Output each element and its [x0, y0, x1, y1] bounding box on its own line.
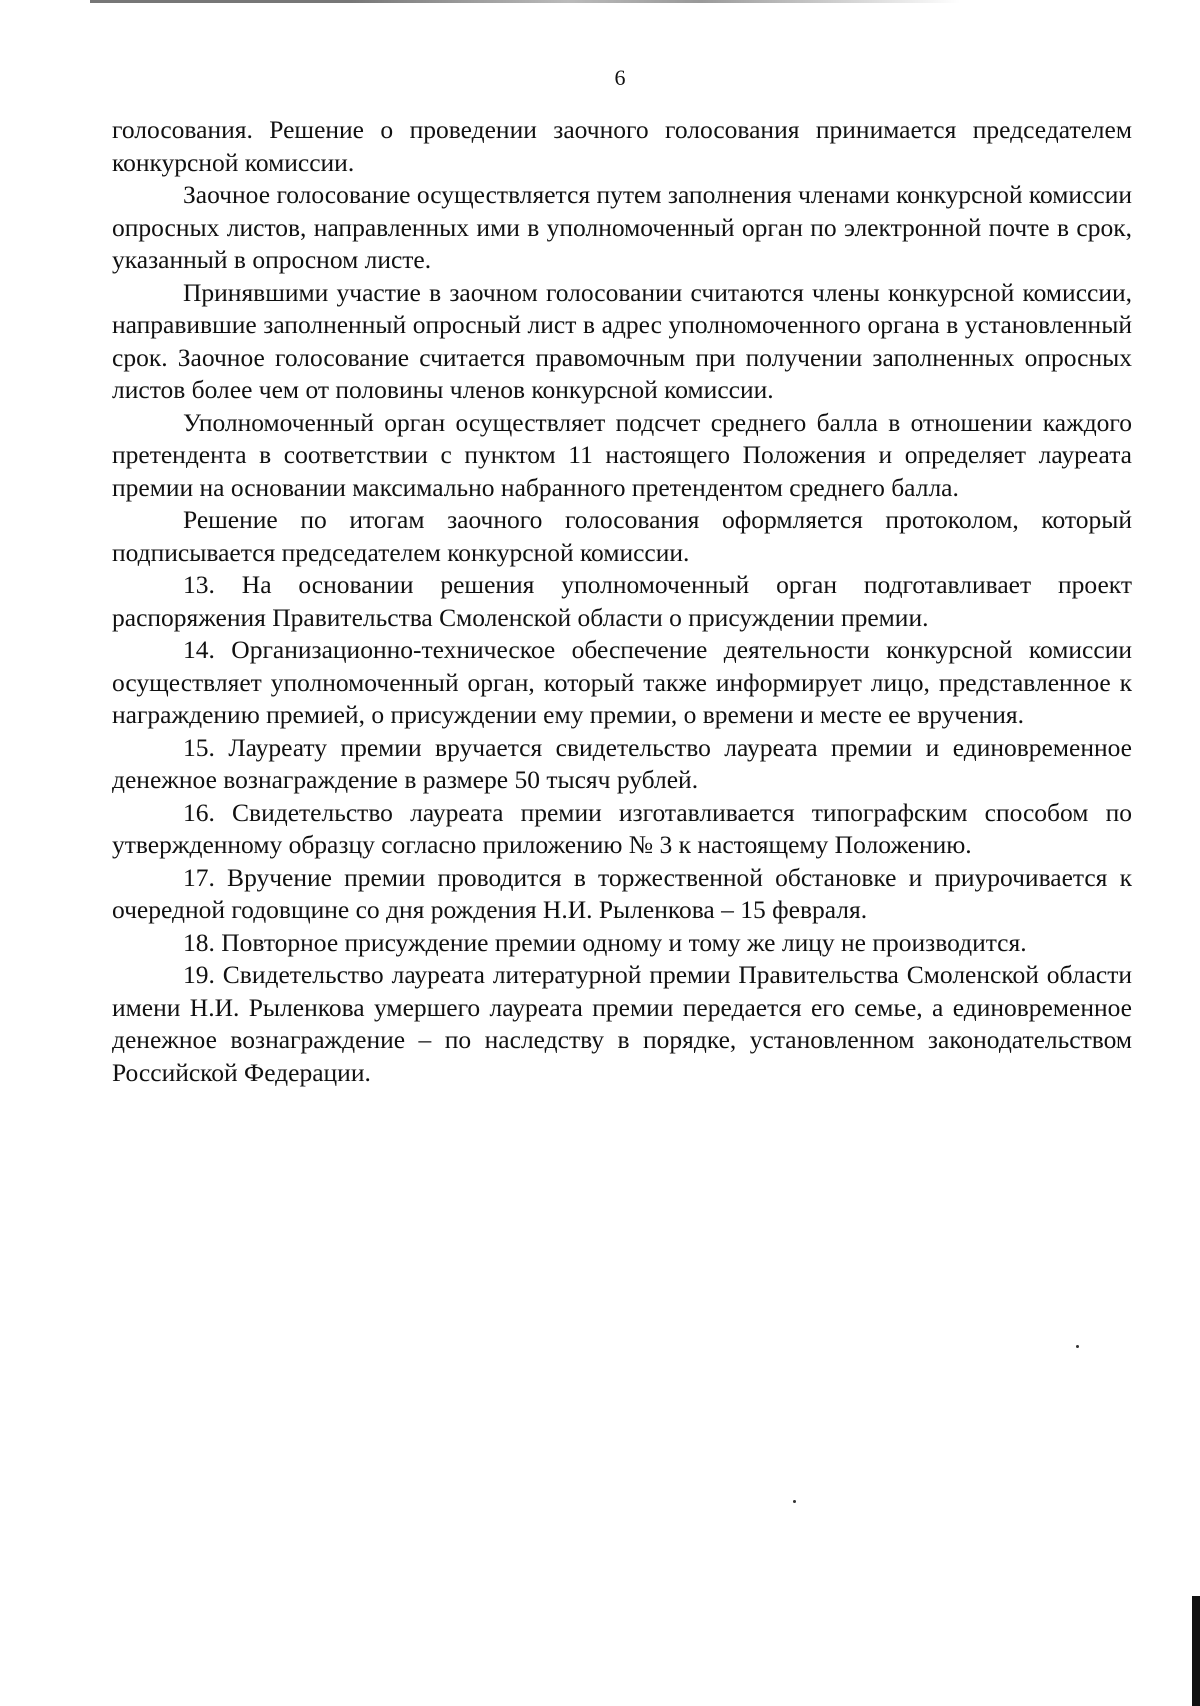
scan-edge-artifact [1192, 1596, 1200, 1706]
paragraph-item-19: 19. Свидетельство лауреата литературной премии Правительства Смоленской области имени Н.И. Рыленкова умершего лауреата премии передается его семье, а единовременное денежное вознаграждение – по наследству в порядке, установленном законодательством Российской Федерации. [112, 960, 1132, 1087]
scan-speck [793, 1500, 796, 1503]
paragraph-item-18: 18. Повторное присуждение премии одному и тому же лицу не производится. [183, 927, 1027, 957]
paragraph-item-14: 14. Организационно-техническое обеспечение деятельности конкурсной комиссии осуществляет уполномоченный орган, который также информирует лицо, представленное к награждению премией, о присуждении ему премии, о времени и месте ее вручения. [112, 635, 1132, 729]
paragraph-item-16: 16. Свидетельство лауреата премии изготавливается типографским способом по утвержденному образцу согласно приложению № 3 к настоящему Положению. [112, 797, 1132, 859]
scan-speck [1076, 1345, 1079, 1348]
paragraph-voting-decision: голосования. Решение о проведении заочного голосования принимается председателем конкурсной комиссии. [112, 115, 1132, 177]
paragraph-item-17: 17. Вручение премии проводится в торжественной обстановке и приурочивается к очередной годовщине со дня рождения Н.И. Рыленкова – 15 февраля. [112, 862, 1132, 924]
paragraph-average-score: Уполномоченный орган осуществляет подсчет среднего балла в отношении каждого претендента в соответствии с пунктом 11 настоящего Положения и определяет лауреата премии на основании максимально набранного претендентом среднего балла. [112, 407, 1132, 502]
paragraph-item-15: 15. Лауреату премии вручается свидетельство лауреата премии и единовременное денежное вознаграждение в размере 50 тысяч рублей. [112, 732, 1132, 794]
scan-top-border [90, 0, 960, 3]
page-number: 6 [614, 65, 626, 90]
document-body [112, 114, 1132, 1089]
paragraph-participants: Принявшими участие в заочном голосовании считаются члены конкурсной комиссии, направившие заполненный опросный лист в адрес уполномоченного органа в установленный срок. Заочное голосование считается правомочным при получении заполненных опросных листов более чем от половины членов конкурсной комиссии. [112, 277, 1132, 404]
paragraph-protocol: Решение по итогам заочного голосования оформляется протоколом, который подписывается председателем конкурсной комиссии. [112, 505, 1132, 567]
paragraph-absentee-voting: Заочное голосование осуществляется путем заполнения членами конкурсной комиссии опросных листов, направленных ими в уполномоченный орган по электронной почте в срок, указанный в опросном листе. [112, 180, 1132, 274]
paragraph-item-13: 13. На основании решения уполномоченный орган подготавливает проект распоряжения Правительства Смоленской области о присуждении премии. [112, 570, 1132, 632]
